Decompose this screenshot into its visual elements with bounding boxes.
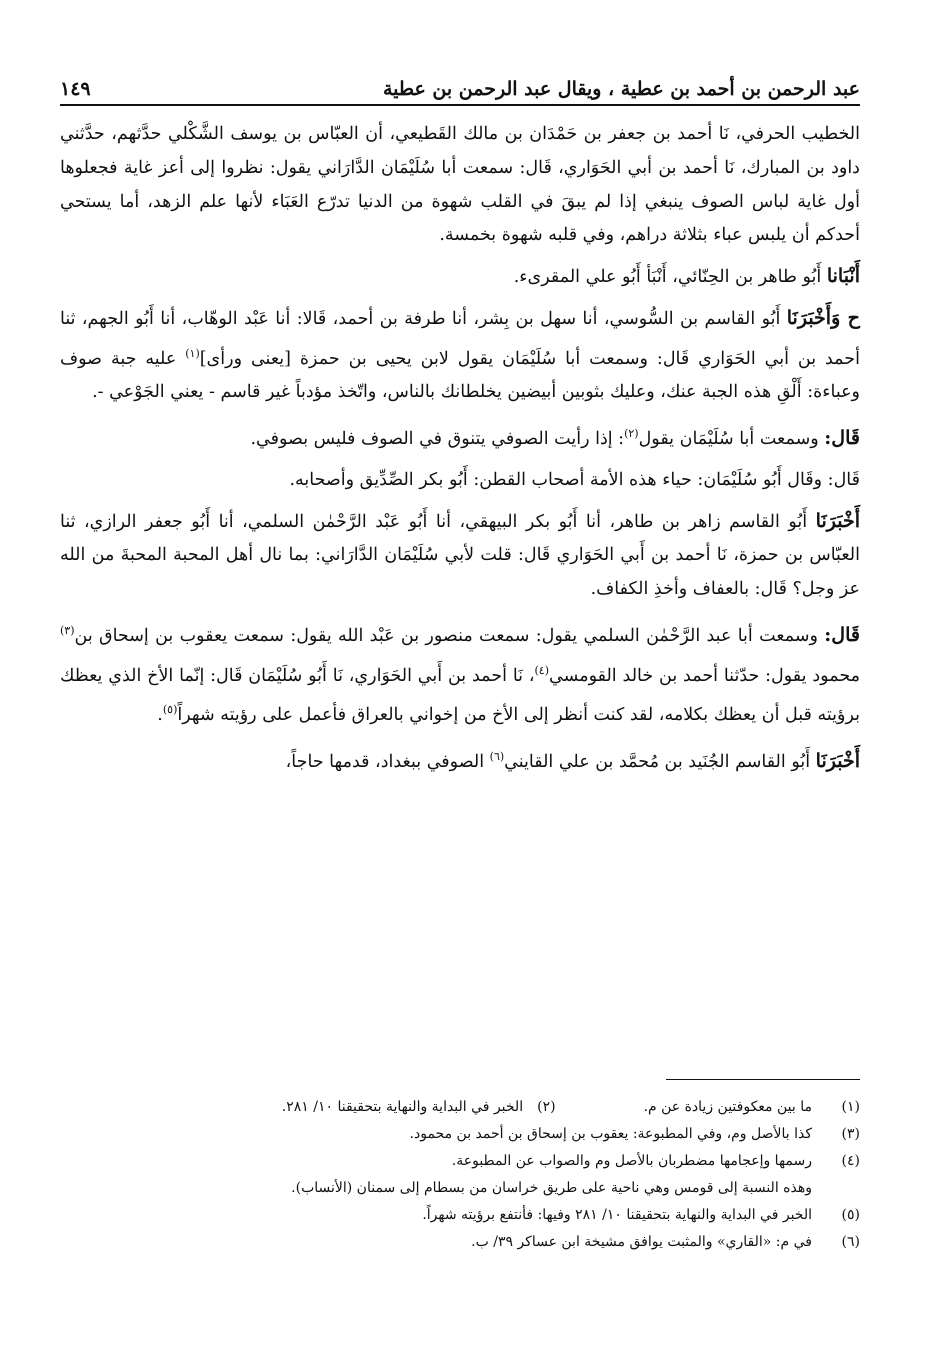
text-line: بكلامه، لقد كنت أنظر إلى الأخ من إخواني بالعراق فأعمل على رؤيته شهراً	[177, 705, 709, 726]
footnote-number: (٤)	[841, 1153, 860, 1169]
text-line: عليه جبة صوف وعباءة: أَلْقِ هذه الجبة عنك، وعليك	[60, 348, 860, 403]
text-line: بثوبين أبيضين يخلطانك بالناس، واتّخذ مؤدباً غير قاسم - يعني الجَوْعي -.	[92, 382, 605, 403]
text-line: محمود يقول: حدّثنا أحمد بن خالد القومسي	[549, 665, 860, 686]
footnotes	[120, 1094, 860, 1256]
text-line: يحيى بن حمزة [يعنى ورأى]	[199, 348, 412, 369]
footnote-number: (٥)	[841, 1207, 860, 1223]
narration-lead: قَال:	[824, 427, 860, 450]
text-line: الخطيب الحرفي، نَا أحمد بن جعفر بن حَمْدَان بن مالك القَطيعي، أن العبّاس بن يوسف	[230, 124, 860, 144]
text-line: ، نَا	[512, 665, 535, 686]
text-line: أَبُو القاسم بن السُّوسي، أنا سهل بن بِشر، أنا طرفة بن أحمد، قَالا: أنا	[275, 308, 781, 329]
footnote-row	[120, 1148, 860, 1175]
footnote-text: ما بين معكوفتين زيادة عن م.	[643, 1099, 812, 1115]
narration-lead: قَال:	[824, 623, 860, 646]
text-line: دراهم، وفي قلبه شهوة بخمسة.	[439, 225, 668, 246]
footnote-marker: (٢)	[624, 427, 639, 441]
footnote-text: رسمها وإعجامها مضطربان بالأصل وم والصواب عن المطبوعة.	[451, 1153, 812, 1169]
paragraph-7	[60, 614, 860, 733]
paragraph-5	[60, 464, 860, 498]
text-line: أَبُو جعفر الرازي، ثنا العبّاس بن حمزة، نَا أحمد بن أَبي الحَوَاري قَال: قلت لأبي سُلَيْمَان	[60, 511, 860, 566]
running-title: عبد الرحمن بن أحمد بن عطية ، ويقال عبد الرحمن بن عطية	[382, 78, 860, 100]
footnote-marker: (٦)	[489, 749, 505, 763]
paragraph-1	[60, 118, 860, 253]
footnote-number: (١)	[841, 1099, 860, 1115]
footnote-text: الخبر في البداية والنهاية بتحقيقنا ١٠/ ٢٨١.	[281, 1099, 524, 1115]
text-line: أحمد بن أَبي الحَوَاري، نَا أَبُو سُلَيْمَان قَال: إنّما الأخ الذي يعظك برؤيته قبل أن يعظك	[60, 665, 860, 726]
text-line: سمعت يعقوب بن إسحاق بن	[74, 625, 284, 646]
paragraph-4	[60, 417, 860, 457]
header-rule	[60, 104, 860, 106]
text-line: سُلَيْمَان الدَّارَاني يقول: نظروا إلى أعز غاية فجعلوها أول غاية لباس الصوف ينبغي إذا لم يبقَ	[60, 157, 860, 212]
footnote-row	[120, 1202, 860, 1229]
paragraph-8	[60, 740, 860, 780]
footnote-continuation: وهذه النسبة إلى قومس وهي ناحية على طريق خراسان من بسطام إلى سمنان (الأنساب).	[291, 1180, 812, 1196]
text-line: الشَّكْلي حدَّثهم، حدَّثني داود بن المبارك، نَا أحمد بن أبي الحَوَاري، قَال: سمعت أبا	[60, 124, 860, 178]
main-text	[60, 118, 860, 780]
text-line: الدَّارَاني: بما نال أهل المحبة المحبةَ من الله عز وجل؟ قَال: بالعفاف وأخذِ الكفاف.	[60, 545, 860, 600]
page-number: ١٤٩	[60, 78, 91, 100]
footnote-row	[120, 1121, 860, 1148]
narration-lead: أَخْبَرَنَا	[815, 749, 860, 772]
footnote-separator	[666, 1079, 860, 1080]
footnote-marker: (١)	[185, 346, 200, 360]
text-line: وسمعت أبا سُلَيْمَان يقول	[638, 429, 819, 450]
footnote-text: الخبر في البداية والنهاية بتحقيقنا ١٠/ ٢٨١ وفيها: فأنتفع برؤيته شهراً.	[422, 1207, 812, 1223]
text-line: بصوفي.	[250, 429, 309, 450]
footnote-marker: (٥)	[162, 703, 178, 717]
text-line: قَال: وقَال أَبُو سُلَيْمَان: حياء هذه الأمة أصحاب القطن: أَبُو بكر الصِّدِّيق وأصحابه.	[289, 469, 860, 490]
text-line: وسمعت أبا عبد الرَّحْمٰن السلمي يقول: سمعت منصور بن عَبْد الله يقول:	[290, 625, 818, 646]
paragraph-6	[60, 505, 860, 607]
text-line: أَبُو طاهر بن الحِنّائي، أَنْبَأ أَبُو علي المقرىء.	[513, 267, 822, 288]
narration-lead: أَخْبَرَنَا	[815, 509, 860, 532]
paragraph-3	[60, 302, 860, 410]
footnote-text: في م: «القاري» والمثبت يوافق مشيخة ابن عساكر ٣٩/ ب.	[471, 1234, 812, 1250]
footnote-marker: (٣)	[60, 624, 75, 638]
page-header	[60, 56, 860, 100]
text-line: : إذا رأيت الصوفي يتنوق في الصوف فليس	[313, 429, 625, 450]
footnote-row	[120, 1229, 860, 1256]
footnote-number: (٢)	[537, 1099, 556, 1115]
text-line: الصوفي ببغداد، قدمها حاجاً،	[285, 751, 485, 772]
narration-lead: ح وَأَخْبَرَنَا	[786, 306, 860, 329]
narration-lead: أَنْبَانا	[826, 265, 860, 288]
paragraph-2	[60, 260, 860, 295]
text-line: أَبُو القاسم الجُنَيد بن مُحمَّد بن علي القايني	[504, 751, 811, 772]
footnote-number: (٦)	[841, 1234, 860, 1250]
footnote-text: كذا بالأصل وم، وفي المطبوعة: يعقوب بن إسحاق بن أحمد بن محمود.	[409, 1126, 812, 1142]
text-line: أَبُو القاسم زاهر بن طاهر، أنا أَبُو بكر البيهقي، أنا أَبُو عَبْد الرَّحْمٰن السلمي، أنا	[218, 511, 808, 532]
footnote-row	[120, 1094, 860, 1121]
footnote-marker: (٤)	[534, 663, 550, 677]
text-line: في القلب شهوة من الدنيا تدرّع العَبَاء لأنها علم الزهد، أما يستحي أحدكم أن يلبس عباء بثلاثة	[60, 191, 860, 246]
text-line: عَبْد الوهّاب، أنا أَبُو الجهم، ثنا أحمد بن أبي الحَوَاري قَال: وسمعت أبا سُلَيْمَان يقول لابن	[60, 308, 860, 369]
text-line: .	[157, 705, 163, 726]
footnote-number: (٣)	[841, 1126, 860, 1142]
